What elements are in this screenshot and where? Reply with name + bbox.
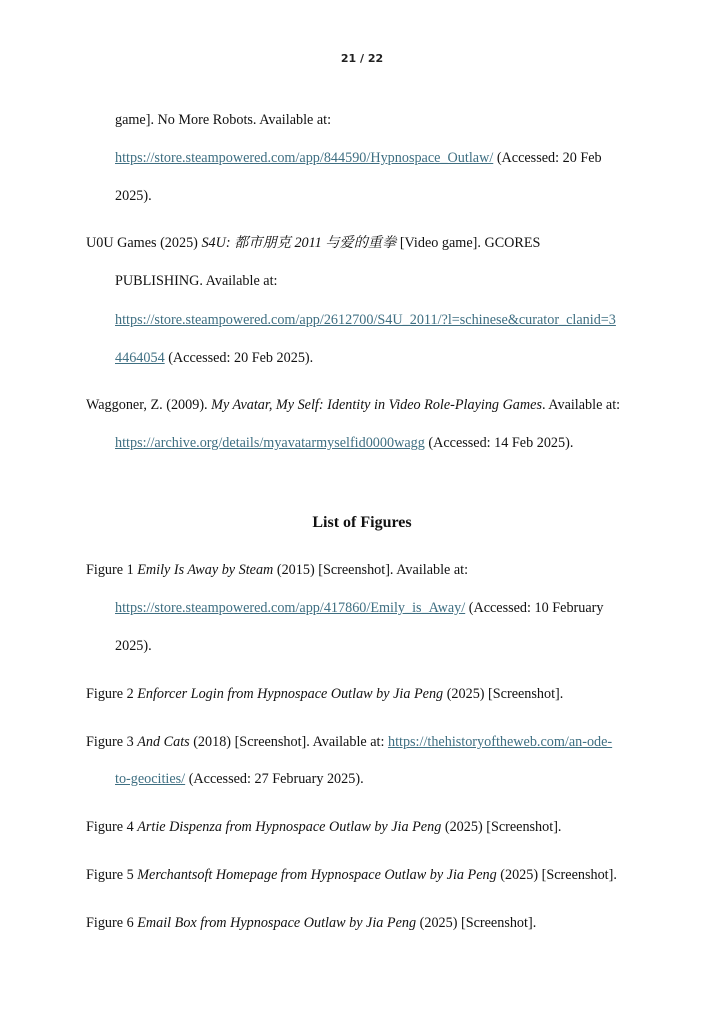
figure-label: Figure 6 xyxy=(86,915,138,931)
figure-label: Figure 5 xyxy=(86,867,138,883)
page-indicator: 21 / 22 xyxy=(340,52,384,65)
s4u-steam-link-cont[interactable]: 4464054 xyxy=(115,350,165,366)
emily-steam-link[interactable]: https://store.steampowered.com/app/417860/Emily_is_Away/ xyxy=(115,600,466,616)
reference-author: Waggoner, Z. (2009). xyxy=(86,397,212,413)
figure-line xyxy=(115,770,364,788)
s4u-steam-link[interactable]: https://store.steampowered.com/app/2612700/S4U_2011/?l=schinese&curator_clanid=3 xyxy=(115,312,616,328)
figure-title: Merchantsoft Homepage from Hypnospace Outlaw by Jia Peng xyxy=(137,867,497,883)
reference-line xyxy=(115,149,602,167)
accessed-text: (Accessed: 20 Feb 2025). xyxy=(164,350,314,366)
figure-title: Email Box from Hypnospace Outlaw by Jia Peng xyxy=(137,915,417,931)
figure-text: (2025) [Screenshot]. xyxy=(496,867,617,883)
reference-line xyxy=(115,272,277,290)
figure-entry-2 xyxy=(86,685,563,703)
reference-line xyxy=(115,111,331,129)
accessed-text: (Accessed: 27 February 2025). xyxy=(185,771,364,787)
reference-text: game]. No More Robots. Available at: xyxy=(115,112,332,128)
figure-text: (2015) [Screenshot]. Available at: xyxy=(273,562,469,578)
figure-title: Artie Dispenza from Hypnospace Outlaw by Jia Peng xyxy=(137,819,442,835)
list-of-figures-heading: List of Figures xyxy=(312,514,412,531)
figure-entry-1 xyxy=(86,561,468,579)
figure-line xyxy=(115,637,152,655)
figure-title: Emily Is Away by Steam xyxy=(137,562,274,578)
figure-text: (2025) [Screenshot]. xyxy=(416,915,537,931)
figure-label: Figure 4 xyxy=(86,819,138,835)
reference-author: U0U Games (2025) xyxy=(86,235,202,251)
reference-entry-waggoner xyxy=(86,396,620,414)
reference-text: [Video game]. GCORES xyxy=(396,235,541,251)
reference-title: S4U: 都市朋克 2011 与爱的重拳 xyxy=(201,235,397,251)
geocities-link[interactable]: https://thehistoryoftheweb.com/an-ode- xyxy=(387,734,613,750)
figure-label: Figure 2 xyxy=(86,686,138,702)
reference-line xyxy=(115,187,152,205)
geocities-link-cont[interactable]: to-geocities/ xyxy=(115,771,186,787)
figure-text: (2018) [Screenshot]. Available at: xyxy=(189,734,388,750)
accessed-text: (Accessed: 14 Feb 2025). xyxy=(424,435,574,451)
figure-entry-6 xyxy=(86,914,536,932)
figure-text: (2025) [Screenshot]. xyxy=(443,686,564,702)
accessed-text: (Accessed: 10 February xyxy=(465,600,604,616)
figure-text: 2025). xyxy=(115,638,152,654)
figure-title: And Cats xyxy=(137,734,190,750)
figure-entry-5 xyxy=(86,866,617,884)
reference-line xyxy=(115,434,573,452)
accessed-text: (Accessed: 20 Feb xyxy=(493,150,602,166)
figure-title: Enforcer Login from Hypnospace Outlaw by Jia Peng xyxy=(137,686,444,702)
figure-text: (2025) [Screenshot]. xyxy=(441,819,562,835)
reference-text: 2025). xyxy=(115,188,152,204)
figure-label: Figure 3 xyxy=(86,734,138,750)
reference-line xyxy=(115,349,313,367)
reference-title: My Avatar, My Self: Identity in Video Role-Playing Games xyxy=(211,397,542,413)
hypnospace-steam-link[interactable]: https://store.steampowered.com/app/844590/Hypnospace_Outlaw/ xyxy=(115,150,494,166)
reference-entry-u0u xyxy=(86,234,540,252)
figure-label: Figure 1 xyxy=(86,562,138,578)
reference-text: PUBLISHING. Available at: xyxy=(115,273,278,289)
figure-entry-4 xyxy=(86,818,561,836)
figure-line xyxy=(115,599,603,617)
reference-line xyxy=(115,311,616,329)
figure-entry-3 xyxy=(86,733,612,751)
archive-link[interactable]: https://archive.org/details/myavatarmyselfid0000wagg xyxy=(115,435,425,451)
reference-text: . Available at: xyxy=(541,397,621,413)
